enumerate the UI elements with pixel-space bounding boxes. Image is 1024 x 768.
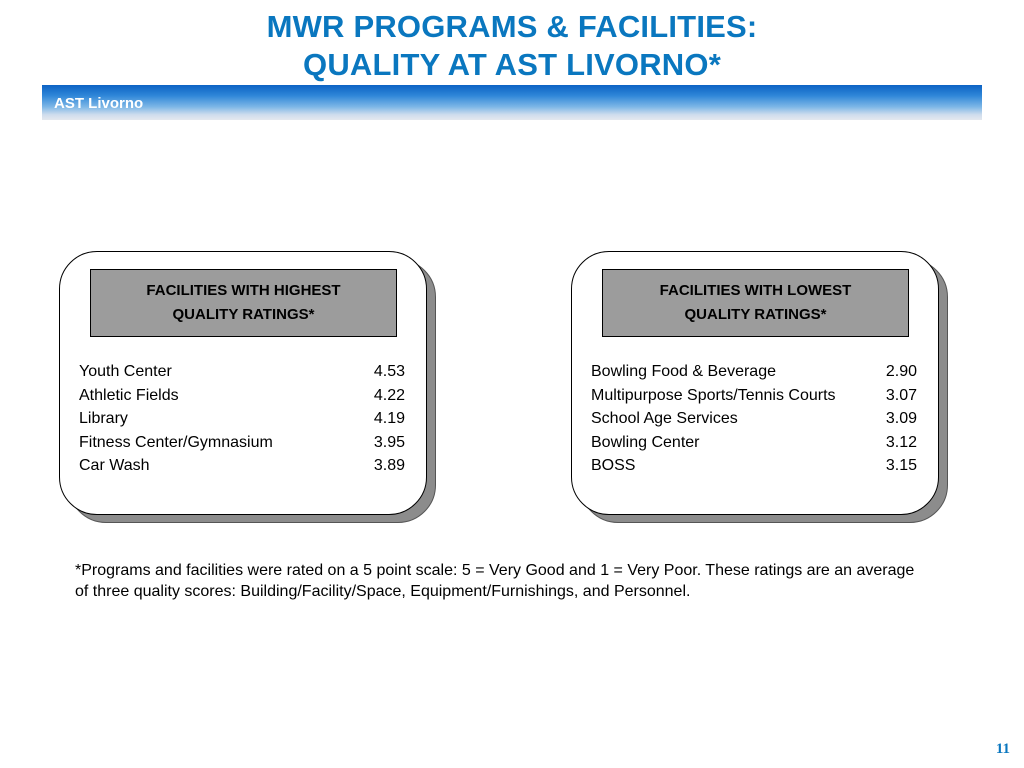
lowest-ratings-card xyxy=(571,251,939,515)
facility-rating: 3.07 xyxy=(885,386,917,404)
list-item xyxy=(79,384,405,408)
facility-name: Bowling Food & Beverage xyxy=(591,363,776,380)
facility-name: Bowling Center xyxy=(591,433,700,451)
facility-rating: 4.19 xyxy=(373,410,405,427)
facility-rating: 4.22 xyxy=(373,386,405,404)
facility-rating: 2.90 xyxy=(885,363,917,380)
highest-ratings-card xyxy=(59,251,427,515)
list-item xyxy=(79,454,405,478)
slide-title xyxy=(0,8,1024,84)
footnote xyxy=(75,560,985,602)
slide-title-line-2: QUALITY AT AST LIVORNO* xyxy=(303,47,721,82)
list-item xyxy=(591,407,917,431)
facility-name: BOSS xyxy=(591,457,636,474)
facility-name: Athletic Fields xyxy=(79,386,179,404)
banner-label: AST Livorno xyxy=(54,95,144,112)
list-item xyxy=(79,431,405,455)
footnote-line-1: *Programs and facilities were rated on a 5 point scale: 5 = Very Good and 1 = Very Poor. These ratings are an average xyxy=(75,562,915,579)
lowest-header-line-1: FACILITIES WITH LOWEST xyxy=(659,282,852,299)
list-item xyxy=(79,407,405,431)
section-banner xyxy=(42,85,982,120)
lowest-header-line-2: QUALITY RATINGS* xyxy=(684,306,827,323)
footnote-line-2: of three quality scores: Building/Facility/Space, Equipment/Furnishings, and Personnel. xyxy=(75,583,691,600)
list-item xyxy=(79,360,405,384)
lowest-card-header xyxy=(602,269,909,337)
list-item xyxy=(591,384,917,408)
facility-name: Car Wash xyxy=(79,457,150,474)
facility-name: Multipurpose Sports/Tennis Courts xyxy=(591,386,836,404)
highest-header-line-1: FACILITIES WITH HIGHEST xyxy=(146,282,341,299)
facility-rating: 3.09 xyxy=(885,410,917,427)
facility-name: School Age Services xyxy=(591,410,738,427)
facility-rating: 3.15 xyxy=(885,457,917,474)
highest-header-line-2: QUALITY RATINGS* xyxy=(172,306,315,323)
list-item xyxy=(591,360,917,384)
facility-rating: 3.89 xyxy=(373,457,405,474)
page-number: 11 xyxy=(995,741,1010,757)
list-item xyxy=(591,431,917,455)
facility-rating: 3.12 xyxy=(885,433,917,451)
facility-name: Library xyxy=(79,410,128,427)
facility-rating: 4.53 xyxy=(373,363,405,380)
facility-rating: 3.95 xyxy=(373,433,405,451)
slide-title-line-1: MWR PROGRAMS & FACILITIES: xyxy=(266,9,758,44)
highest-ratings-list xyxy=(79,360,405,478)
facility-name: Fitness Center/Gymnasium xyxy=(79,433,273,451)
facility-name: Youth Center xyxy=(79,363,172,380)
list-item xyxy=(591,454,917,478)
lowest-ratings-list xyxy=(591,360,917,478)
highest-card-header xyxy=(90,269,397,337)
